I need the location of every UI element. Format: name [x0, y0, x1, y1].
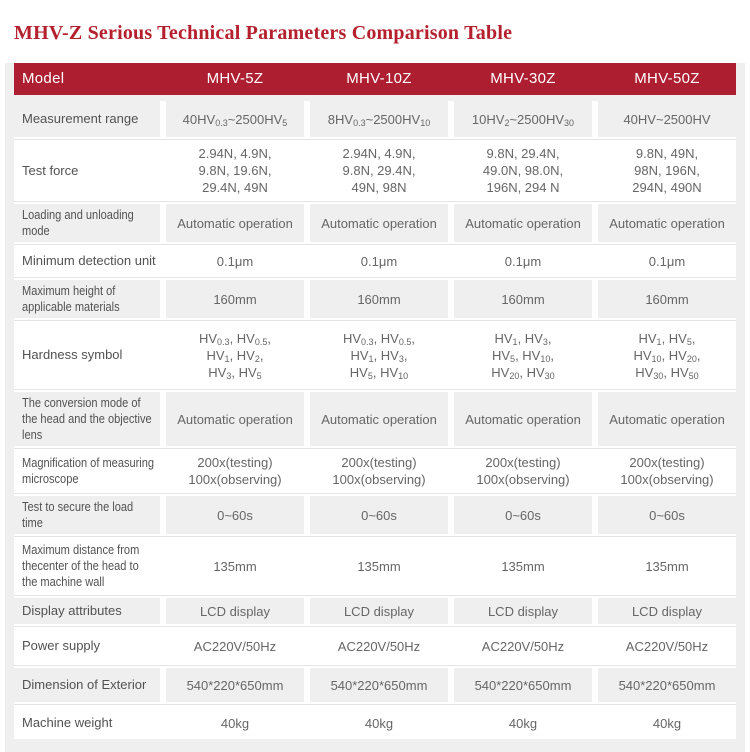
column-header: MHV-50Z	[634, 70, 700, 87]
spec-value-cell: 40HV~2500HV	[598, 101, 736, 137]
spec-value-cell: $HV_1$, $HV_5$, $HV_{10}$, $HV_{20}$, $HV_{30}$, $HV_{50}$	[598, 323, 736, 387]
table-row	[14, 201, 736, 242]
spec-value-cell: 160mm	[598, 280, 736, 318]
row-label: Hardness symbol	[14, 323, 160, 387]
row-label: Machine weight	[14, 707, 160, 739]
row-label: Display attributes	[14, 598, 160, 624]
column-header: MHV-10Z	[346, 70, 412, 87]
spec-value-cell: Automatic operation	[310, 204, 448, 242]
spec-value-cell: $10HV_2\sim 2500HV_{30}$	[454, 101, 592, 137]
spec-value-cell: 160mm	[310, 280, 448, 318]
table-row	[14, 389, 736, 446]
spec-value-cell: 135mm	[310, 539, 448, 593]
spec-value-cell: 160mm	[454, 280, 592, 318]
column-header: MHV-30Z	[490, 70, 556, 87]
spec-value-cell: Automatic operation	[598, 204, 736, 242]
table-row	[14, 536, 736, 593]
row-label: Test force	[14, 142, 160, 199]
spec-value-cell: 9.8N, 29.4N, 49.0N, 98.0N, 196N, 294 N	[454, 142, 592, 199]
spec-value-cell: $HV_{0.3}$, $HV_{0.5}$, $HV_1$, $HV_3$, $HV_5$, $HV_{10}$	[310, 323, 448, 387]
spec-value-cell: 200x(testing) 100x(observing)	[310, 451, 448, 491]
spec-value-cell: AC220V/50Hz	[598, 629, 736, 663]
spec-value-cell: LCD display	[598, 598, 736, 624]
spec-value-cell: 0~60s	[598, 496, 736, 534]
spec-value-cell: 200x(testing) 100x(observing)	[454, 451, 592, 491]
spec-value-cell: Automatic operation	[310, 392, 448, 446]
spec-value-cell: 540*220*650mm	[166, 668, 304, 702]
table-row	[14, 139, 736, 199]
spec-value-cell: 2.94N, 4.9N, 9.8N, 29.4N, 49N, 98N	[310, 142, 448, 199]
spec-value-cell: 135mm	[454, 539, 592, 593]
table-header	[14, 63, 736, 95]
spec-value-cell: Automatic operation	[598, 392, 736, 446]
spec-value-cell: AC220V/50Hz	[454, 629, 592, 663]
spec-value-cell: 135mm	[166, 539, 304, 593]
spec-value-cell: LCD display	[310, 598, 448, 624]
table-row	[14, 665, 736, 702]
spec-value-cell: 200x(testing) 100x(observing)	[166, 451, 304, 491]
row-label: Loading and unloading mode	[14, 204, 160, 242]
row-label: Magnification of measuring microscope	[14, 451, 160, 491]
row-label: The conversion mode of the head and the objective lens	[14, 392, 160, 446]
spec-value-cell: 0.1μm	[166, 247, 304, 275]
spec-value-cell: 0.1μm	[454, 247, 592, 275]
spec-value-cell: 0~60s	[454, 496, 592, 534]
table-row	[14, 101, 736, 137]
spec-value-cell: $HV_1$, $HV_3$, $HV_5$, $HV_{10}$, $HV_{20}$, $HV_{30}$	[454, 323, 592, 387]
spec-value-cell: 0~60s	[310, 496, 448, 534]
spec-value-cell: 0.1μm	[598, 247, 736, 275]
spec-value-cell: $HV_{0.3}$, $HV_{0.5}$, $HV_1$, $HV_2$, $HV_3$, $HV_5$	[166, 323, 304, 387]
table-row	[14, 448, 736, 491]
spec-value-cell: 0~60s	[166, 496, 304, 534]
spec-value-cell: Automatic operation	[454, 392, 592, 446]
table-row	[14, 595, 736, 624]
row-label: Test to secure the load time	[14, 496, 160, 534]
spec-value-cell: 40kg	[598, 707, 736, 739]
row-label: Maximum height of applicable materials	[14, 280, 160, 318]
spec-value-cell: 540*220*650mm	[454, 668, 592, 702]
spec-value-cell: AC220V/50Hz	[166, 629, 304, 663]
spec-value-cell: Automatic operation	[454, 204, 592, 242]
column-header: MHV-5Z	[206, 70, 264, 87]
table-row	[14, 626, 736, 663]
table-row	[14, 277, 736, 318]
spec-value-cell: 200x(testing) 100x(observing)	[598, 451, 736, 491]
spec-value-cell: AC220V/50Hz	[310, 629, 448, 663]
spec-value-cell: 2.94N, 4.9N, 9.8N, 19.6N, 29.4N, 49N	[166, 142, 304, 199]
table-row	[14, 493, 736, 534]
spec-table	[5, 63, 745, 752]
row-label: Power supply	[14, 629, 160, 663]
spec-value-cell: 540*220*650mm	[598, 668, 736, 702]
spec-value-cell: 540*220*650mm	[310, 668, 448, 702]
spec-value-cell: 40kg	[310, 707, 448, 739]
spec-value-cell: 40kg	[166, 707, 304, 739]
spec-value-cell: 160mm	[166, 280, 304, 318]
spec-value-cell: 9.8N, 49N, 98N, 196N, 294N, 490N	[598, 142, 736, 199]
spec-value-cell: $8HV_{0.3}\sim 2500HV_{10}$	[310, 101, 448, 137]
spec-value-cell: LCD display	[454, 598, 592, 624]
spec-value-cell: $40HV_{0.3}\sim 2500HV_5$	[166, 101, 304, 137]
row-label: Maximum distance from thecenter of the head to the machine wall	[14, 539, 160, 593]
column-header-model: Model	[22, 70, 65, 87]
table-row	[14, 704, 736, 739]
table-body	[14, 101, 736, 739]
row-label: Minimum detection unit	[14, 247, 160, 275]
row-label: Measurement range	[14, 101, 160, 137]
spec-value-cell: LCD display	[166, 598, 304, 624]
spec-value-cell: Automatic operation	[166, 204, 304, 242]
table-row	[14, 244, 736, 275]
page-title: MHV-Z Serious Technical Parameters Comparison Table	[14, 22, 513, 44]
spec-value-cell: 40kg	[454, 707, 592, 739]
spec-value-cell: Automatic operation	[166, 392, 304, 446]
spec-value-cell: 135mm	[598, 539, 736, 593]
table-row	[14, 320, 736, 387]
row-label: Dimension of Exterior	[14, 668, 160, 702]
spec-value-cell: 0.1μm	[310, 247, 448, 275]
